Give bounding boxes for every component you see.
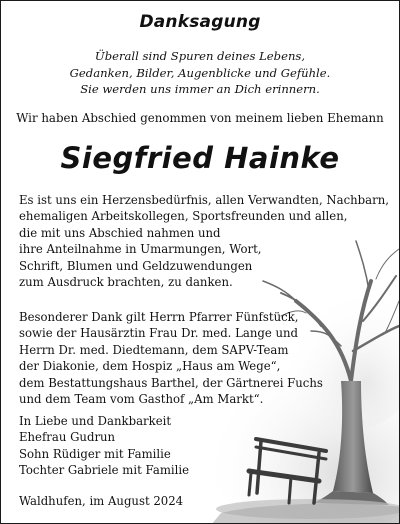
- signature-line: Ehefrau Gudrun: [19, 430, 116, 445]
- deceased-name: Siegfried Hainke: [60, 141, 340, 175]
- text-line: ehemaligen Arbeitskollegen, Sportsfreunden und allen,: [19, 209, 348, 224]
- text-line: die mit uns Abschied nahmen und: [19, 225, 221, 240]
- signature-line: In Liebe und Dankbarkeit: [19, 414, 172, 428]
- text-line: der Diakonie, dem Hospiz „Haus am Wege“,: [19, 359, 281, 374]
- text-line: Schrift, Blumen und Geldzuwendungen: [19, 258, 253, 273]
- heading: Danksagung: [139, 12, 261, 32]
- place-and-date: Waldhufen, im August 2024: [19, 494, 184, 508]
- text-line: sowie der Hausärztin Frau Dr. med. Lange und: [19, 326, 299, 341]
- intro-text: Wir haben Abschied genommen von meinem lieben Ehemann: [16, 111, 384, 125]
- signatures: [19, 413, 387, 479]
- text-line: Herrn Dr. med. Diedtemann, dem SAPV-Team: [19, 342, 289, 357]
- text-line: ihre Anteilnahme in Umarmungen, Wort,: [19, 242, 262, 257]
- signature-line: Sohn Rüdiger mit Familie: [19, 446, 171, 461]
- poem-line: Sie werden uns immer an Dich erinnern.: [80, 82, 320, 96]
- text-line: Besonderer Dank gilt Herrn Pfarrer Fünfstück,: [19, 310, 299, 324]
- poem: [1, 48, 399, 98]
- thanks-paragraph-general: [19, 192, 387, 290]
- text-line: und dem Team vom Gasthof „Am Markt“.: [19, 392, 264, 407]
- poem-line: Gedanken, Bilder, Augenblicke und Gefühle.: [69, 65, 331, 80]
- poem-line: Überall sind Spuren deines Lebens,: [94, 49, 306, 63]
- text-line: Es ist uns ein Herzensbedürfnis, allen Verwandten, Nachbarn,: [19, 193, 389, 207]
- signature-line: Tochter Gabriele mit Familie: [19, 463, 190, 478]
- text-line: zum Ausdruck brachten, zu danken.: [19, 275, 233, 290]
- thanks-paragraph-special: [19, 309, 387, 407]
- text-line: dem Bestattungshaus Barthel, der Gärtnerei Fuchs: [19, 375, 323, 390]
